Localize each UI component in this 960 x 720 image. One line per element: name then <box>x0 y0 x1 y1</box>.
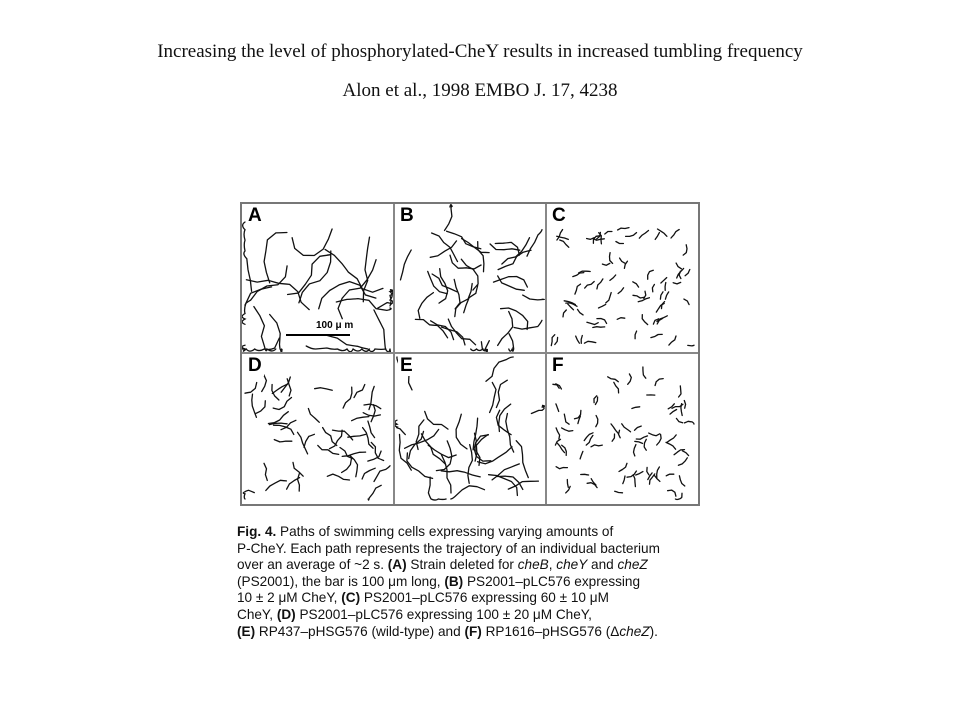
caption-text: over an average of ~2 s. <box>237 557 388 573</box>
cell-trajectory <box>618 288 624 294</box>
cell-trajectory <box>401 250 412 280</box>
cell-trajectory <box>602 263 609 265</box>
cell-trajectory <box>498 250 531 269</box>
cell-trajectory <box>363 413 380 416</box>
cell-trajectory <box>407 453 433 479</box>
cell-trajectory <box>264 463 267 480</box>
cell-trajectory <box>633 475 635 487</box>
cell-trajectory <box>667 435 676 443</box>
cell-trajectory <box>679 386 681 397</box>
cell-trajectory <box>456 414 467 449</box>
cell-trajectory <box>585 282 595 289</box>
caption-gene: cheB <box>517 557 549 573</box>
cell-trajectory <box>634 445 636 456</box>
caption-line <box>237 524 707 541</box>
cell-trajectory <box>608 377 619 382</box>
cell-trajectory <box>648 270 654 279</box>
cell-trajectory <box>655 379 663 386</box>
cell-trajectory <box>266 480 287 490</box>
cell-trajectory <box>368 451 381 461</box>
cell-trajectory <box>651 334 662 337</box>
cell-trajectory <box>684 299 689 305</box>
cell-trajectory <box>374 466 390 482</box>
caption-line <box>237 624 707 641</box>
cell-trajectory <box>670 410 677 415</box>
caption-text: , <box>548 557 557 573</box>
cell-trajectory <box>617 318 625 320</box>
cell-trajectory <box>610 275 616 280</box>
cell-trajectory <box>363 428 374 449</box>
cell-trajectory <box>682 451 688 456</box>
cell-trajectory <box>557 443 564 453</box>
scale-bar-label: 100 μ m <box>316 320 354 331</box>
panel-a-label: A <box>248 205 262 226</box>
caption-text: Strain deleted for <box>406 557 518 573</box>
cell-trajectory <box>684 401 685 409</box>
cell-trajectory <box>564 414 569 424</box>
cell-trajectory <box>683 245 687 255</box>
cell-trajectory <box>581 336 582 344</box>
panel-e-paths <box>394 354 545 502</box>
cell-trajectory <box>597 279 603 289</box>
caption-fig-label: Fig. 4. <box>237 524 277 539</box>
cell-trajectory <box>501 308 528 330</box>
cell-trajectory <box>556 428 560 439</box>
cell-trajectory <box>333 430 353 440</box>
cell-trajectory <box>620 258 626 263</box>
cell-trajectory <box>273 398 291 410</box>
caption-text: Paths of swimming cells expressing varying amounts of <box>276 524 614 539</box>
caption-ref: (B) <box>444 573 464 589</box>
cell-trajectory <box>496 380 507 407</box>
cell-trajectory <box>272 384 287 393</box>
cell-trajectory <box>673 282 681 284</box>
cell-trajectory <box>633 295 644 298</box>
cell-trajectory <box>338 260 376 319</box>
cell-trajectory <box>657 435 661 446</box>
caption-text: PS2001–pLC576 expressing 60 ± 10 μM <box>360 590 609 606</box>
cell-trajectory <box>557 230 563 241</box>
cell-trajectory <box>591 445 602 447</box>
caption-gene: cheZ <box>619 623 650 639</box>
caption-text: and <box>587 557 618 573</box>
cell-trajectory <box>560 240 569 247</box>
figure-caption <box>237 524 707 640</box>
cell-trajectory <box>527 230 542 257</box>
cell-trajectory <box>364 404 381 409</box>
cell-trajectory <box>298 474 300 491</box>
caption-text: ). <box>649 623 658 639</box>
cell-trajectory <box>614 382 619 393</box>
cell-trajectory <box>531 405 544 413</box>
cell-trajectory <box>342 459 352 473</box>
cell-trajectory <box>623 476 625 484</box>
cell-trajectory <box>354 385 365 398</box>
cell-trajectory <box>304 434 314 447</box>
cell-trajectory <box>668 490 676 496</box>
caption-text: PS2001–pLC576 expressing <box>463 573 641 589</box>
cell-trajectory <box>584 341 595 343</box>
cell-trajectory <box>490 382 496 412</box>
cell-trajectory <box>674 450 684 455</box>
cell-trajectory <box>655 233 659 240</box>
cell-trajectory <box>636 472 643 475</box>
cell-trajectory <box>610 253 613 264</box>
panel-d-paths <box>242 354 393 502</box>
cell-trajectory <box>676 263 681 269</box>
cell-trajectory <box>556 467 567 469</box>
cell-trajectory <box>563 310 566 317</box>
cell-trajectory <box>685 421 695 424</box>
panel-b-paths <box>394 204 545 352</box>
cell-trajectory <box>575 284 581 294</box>
cell-trajectory <box>619 463 627 471</box>
cell-trajectory <box>264 233 287 283</box>
cell-trajectory <box>368 421 375 438</box>
trajectory-figure <box>240 202 700 506</box>
cell-trajectory <box>362 468 375 479</box>
cell-trajectory <box>299 251 331 303</box>
cell-trajectory <box>580 451 583 459</box>
cell-trajectory <box>462 239 490 253</box>
cell-trajectory <box>498 312 513 346</box>
cell-trajectory <box>506 414 514 453</box>
cell-trajectory <box>642 315 648 325</box>
panel-b-label: B <box>400 205 414 226</box>
cell-trajectory <box>665 292 668 299</box>
cell-trajectory <box>656 303 664 312</box>
cell-trajectory <box>371 442 383 460</box>
cell-trajectory <box>669 336 676 345</box>
caption-line: P-CheY. Each path represents the trajectory of an individual bacterium <box>237 540 660 556</box>
caption-text: RP1616–pHSG576 (Δ <box>481 623 620 639</box>
cell-trajectory <box>619 430 621 438</box>
cell-trajectory <box>622 424 631 432</box>
cell-trajectory <box>688 345 694 346</box>
panel-f-label: F <box>552 355 564 376</box>
cell-trajectory <box>568 304 574 310</box>
caption-text: CheY, <box>237 606 277 622</box>
cell-trajectory <box>618 228 629 230</box>
cell-trajectory <box>502 238 530 264</box>
panel-f <box>546 354 697 502</box>
cell-trajectory <box>445 205 453 231</box>
cell-trajectory <box>478 242 484 272</box>
cell-trajectory <box>378 290 393 309</box>
caption-text: 10 ± 2 μM CheY, <box>237 590 342 606</box>
caption-text: RP437–pHSG576 (wild-type) and <box>255 623 465 639</box>
cell-trajectory <box>562 428 573 431</box>
cell-trajectory <box>599 233 602 244</box>
cell-trajectory <box>442 455 452 493</box>
panel-e <box>394 354 545 502</box>
cell-trajectory <box>292 229 332 256</box>
cell-trajectory <box>274 425 294 434</box>
cell-trajectory <box>352 417 369 421</box>
cell-trajectory <box>676 418 682 422</box>
panel-divider <box>545 204 547 504</box>
cell-trajectory <box>652 284 654 291</box>
cell-trajectory <box>616 242 624 244</box>
cell-trajectory <box>649 433 660 436</box>
caption-gene: cheZ <box>617 557 648 573</box>
cell-trajectory <box>325 249 383 292</box>
cell-trajectory <box>555 337 558 344</box>
cell-trajectory <box>626 233 637 237</box>
panel-divider <box>242 352 698 354</box>
cell-trajectory <box>486 357 513 381</box>
cell-trajectory <box>643 367 646 378</box>
cell-trajectory <box>624 261 627 268</box>
cell-trajectory <box>635 441 643 443</box>
cell-trajectory <box>371 405 375 422</box>
cell-trajectory <box>461 259 478 290</box>
caption-text: PS2001–pLC576 expressing 100 ± 20 μM CheY, <box>295 606 592 622</box>
cell-trajectory <box>635 331 637 339</box>
slide-title: Increasing the level of phosphorylated-CheY results in increased tumbling frequency <box>157 41 803 62</box>
cell-trajectory <box>395 420 406 434</box>
cell-trajectory <box>315 388 333 391</box>
cell-trajectory <box>595 397 597 405</box>
cell-trajectory <box>243 490 254 499</box>
cell-trajectory <box>243 222 252 291</box>
cell-trajectory <box>576 336 580 343</box>
cell-trajectory <box>327 474 349 480</box>
cell-trajectory <box>679 476 684 486</box>
cell-trajectory <box>599 304 606 308</box>
cell-trajectory <box>287 478 300 490</box>
caption-ref: (F) <box>464 623 482 639</box>
cell-trajectory <box>666 474 674 476</box>
panel-b <box>394 204 545 352</box>
cell-trajectory <box>556 404 559 412</box>
cell-trajectory <box>611 424 618 434</box>
cell-trajectory <box>516 441 528 478</box>
cell-trajectory <box>685 270 690 276</box>
cell-trajectory <box>636 436 647 439</box>
cell-trajectory <box>635 426 642 430</box>
cell-trajectory <box>671 230 679 239</box>
panel-a <box>242 204 393 352</box>
panel-c <box>546 204 697 352</box>
cell-trajectory <box>415 319 447 337</box>
cell-trajectory <box>587 483 597 488</box>
cell-trajectory <box>615 491 623 493</box>
cell-trajectory <box>523 295 545 300</box>
cell-trajectory <box>627 471 636 477</box>
cell-trajectory <box>666 442 676 449</box>
cell-trajectory <box>639 231 648 239</box>
cell-trajectory <box>418 293 433 319</box>
cell-trajectory <box>633 282 639 287</box>
cell-trajectory <box>318 445 339 454</box>
cell-trajectory <box>628 374 632 384</box>
cell-trajectory <box>430 241 456 257</box>
caption-text: (PS2001), the bar is 100 μm long, <box>237 573 445 589</box>
cell-trajectory <box>242 338 279 351</box>
cell-trajectory <box>425 411 448 429</box>
cell-trajectory <box>492 464 519 480</box>
panel-c-label: C <box>552 205 566 226</box>
caption-line <box>237 607 707 624</box>
cell-trajectory <box>578 309 584 315</box>
cell-trajectory <box>551 335 555 346</box>
cell-trajectory <box>319 282 376 309</box>
panel-f-paths <box>546 354 697 502</box>
cell-trajectory <box>581 474 589 475</box>
panel-e-label: E <box>400 355 413 376</box>
cell-trajectory <box>647 467 649 474</box>
cell-trajectory <box>497 476 523 489</box>
cell-trajectory <box>254 307 276 351</box>
cell-trajectory <box>606 293 611 303</box>
cell-trajectory <box>660 292 663 299</box>
cell-trajectory <box>657 467 660 478</box>
cell-trajectory <box>293 462 303 476</box>
panel-d-label: D <box>248 355 262 376</box>
panel-d <box>242 354 393 502</box>
cell-trajectory <box>432 233 458 262</box>
cell-trajectory <box>374 310 391 352</box>
cell-trajectory <box>451 486 485 499</box>
cell-trajectory <box>605 232 612 235</box>
cell-trajectory <box>678 458 687 466</box>
caption-ref: (E) <box>237 623 256 639</box>
caption-ref: (C) <box>341 590 361 606</box>
cell-trajectory <box>509 334 514 351</box>
cell-trajectory <box>567 480 568 488</box>
caption-gene: cheY <box>556 557 588 573</box>
caption-ref: (D) <box>276 606 296 622</box>
slide-citation: Alon et al., 1998 EMBO J. 17, 4238 <box>342 80 618 101</box>
cell-trajectory <box>428 477 446 500</box>
cell-trajectory <box>448 319 475 345</box>
caption-ref: (A) <box>387 557 407 573</box>
cell-trajectory <box>298 432 308 454</box>
cell-trajectory <box>468 445 473 484</box>
panel-c-paths <box>546 204 697 352</box>
cell-trajectory <box>368 485 381 500</box>
cell-trajectory <box>587 322 598 324</box>
scale-bar <box>286 334 350 336</box>
cell-trajectory <box>255 401 265 414</box>
cell-trajectory <box>632 407 640 409</box>
cell-trajectory <box>268 412 288 424</box>
cell-trajectory <box>665 283 666 291</box>
cell-trajectory <box>308 409 319 423</box>
caption-line <box>237 574 707 591</box>
cell-trajectory <box>593 239 605 241</box>
cell-trajectory <box>662 302 665 309</box>
cell-trajectory <box>612 434 614 441</box>
cell-trajectory <box>274 440 292 442</box>
cell-trajectory <box>644 439 646 450</box>
cell-trajectory <box>343 387 352 408</box>
cell-trajectory <box>596 416 598 427</box>
caption-line <box>237 557 707 574</box>
panel-divider <box>393 204 395 504</box>
caption-line <box>237 590 707 607</box>
cell-trajectory <box>245 383 257 394</box>
cell-trajectory <box>593 327 605 328</box>
